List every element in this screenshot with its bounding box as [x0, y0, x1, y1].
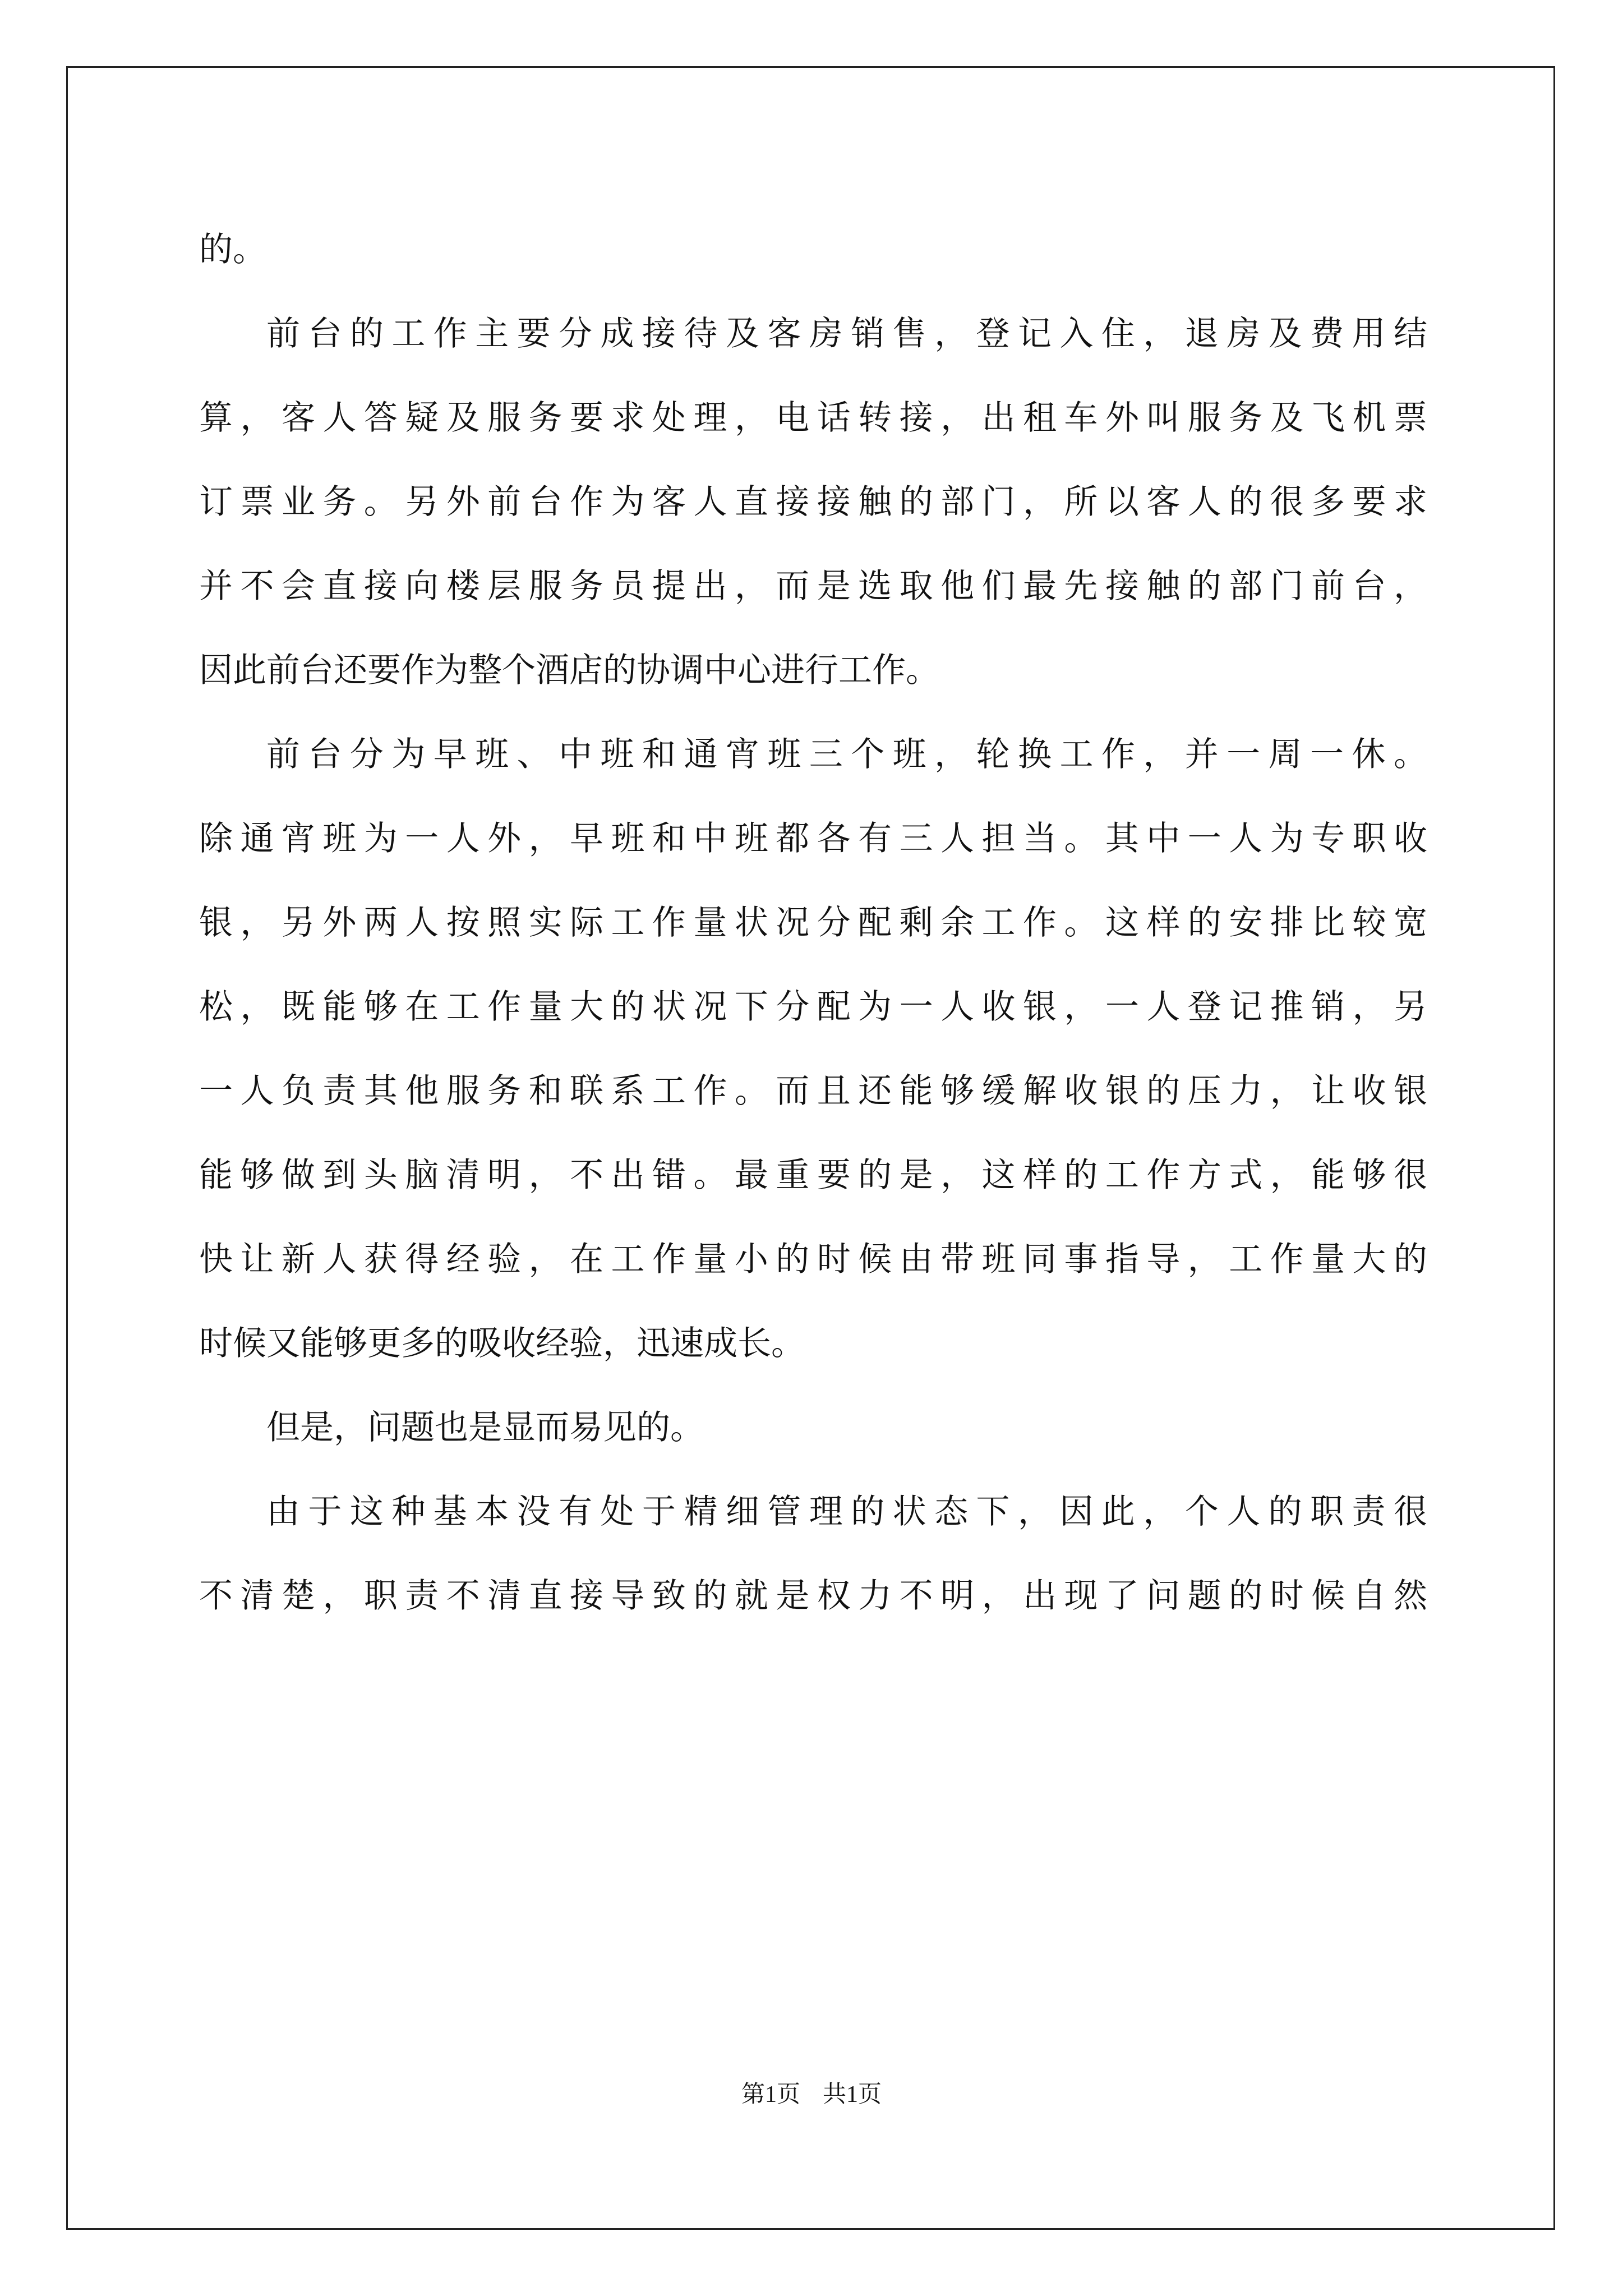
text-line: 快让新人获得经验，在工作量小的时候由带班同事指导，工作量大的: [199, 1240, 1427, 1279]
paragraph: [199, 292, 1427, 712]
text-line: 前台分为早班、中班和通宵班三个班，轮换工作，并一周一休。: [266, 735, 1427, 774]
page-footer: [0, 2076, 1623, 2109]
page-total: 共1页: [823, 2082, 882, 2108]
text-line: 算，客人答疑及服务要求处理，电话转接，出租车外叫服务及飞机票: [199, 398, 1427, 438]
text-line: 由于这种基本没有处于精细管理的状态下，因此，个人的职责很: [266, 1492, 1427, 1531]
text-line: 前台的工作主要分成接待及客房销售，登记入住，退房及费用结: [266, 314, 1427, 353]
text-line: 银，另外两人按照实际工作量状况分配剩余工作。这样的安排比较宽: [199, 903, 1427, 942]
text-line: 的。: [199, 230, 266, 269]
page-number: 第1页: [741, 2082, 800, 2108]
paragraph: [199, 208, 1427, 292]
text-line: 不清楚，职责不清直接导致的就是权力不明，出现了问题的时候自然: [199, 1576, 1427, 1616]
paragraph: [199, 1470, 1427, 1638]
text-line: 能够做到头脑清明，不出错。最重要的是，这样的工作方式，能够很: [199, 1156, 1427, 1195]
paragraph: [199, 1386, 1427, 1470]
text-line: 时候又能够更多的吸收经验，迅速成长。: [199, 1324, 805, 1363]
text-line: 并不会直接向楼层服务员提出，而是选取他们最先接触的部门前台，: [199, 567, 1427, 606]
text-line: 订票业务。另外前台作为客人直接接触的部门，所以客人的很多要求: [199, 482, 1427, 522]
text-line: 松，既能够在工作量大的状况下分配为一人收银，一人登记推销，另: [199, 987, 1427, 1027]
text-line: 因此前台还要作为整个酒店的协调中心进行工作。: [199, 651, 939, 690]
text-line: 除通宵班为一人外，早班和中班都各有三人担当。其中一人为专职收: [199, 819, 1427, 858]
text-line: 一人负责其他服务和联系工作。而且还能够缓解收银的压力，让收银: [199, 1071, 1427, 1111]
text-line: 但是，问题也是显而易见的。: [266, 1408, 704, 1447]
paragraph: [199, 712, 1427, 1386]
document-body: [199, 208, 1427, 1638]
